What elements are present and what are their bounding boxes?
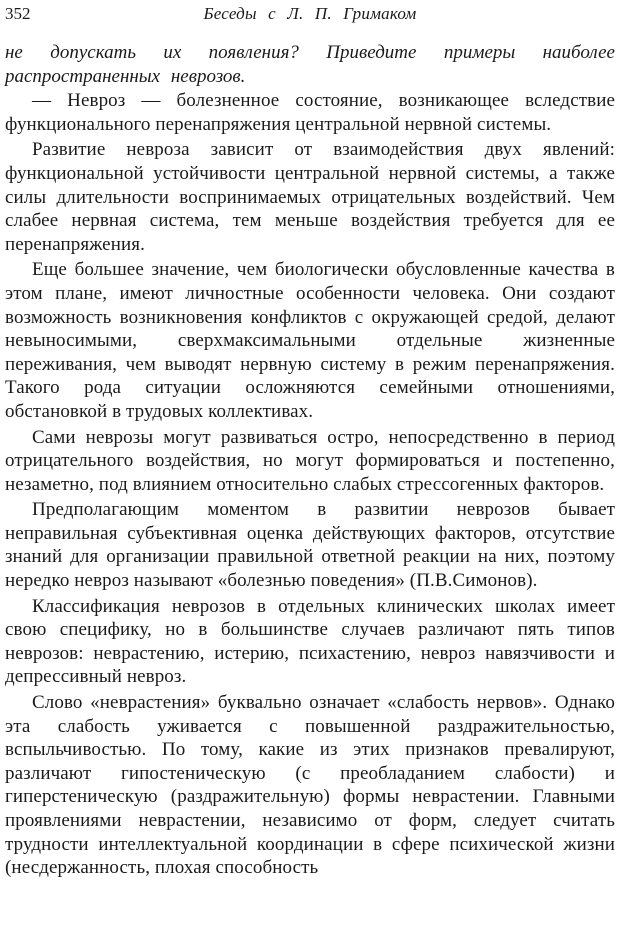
page-body <box>5 41 615 882</box>
paragraph: Слово «неврастения» буквально означает «слабость нервов». Однако эта слабость уживается с повышенной раздражительностью, вспыльчивостью. По тому, какие из этих признаков превалируют, различают гипостеническую (с преобладанием слабости) и гиперстеническую (раздражительную) формы неврастении. Главными проявлениями неврастении, независимо от форм, следует считать трудности интеллектуальной координации в сфере психической жизни (несдержанность, плохая способность <box>5 692 615 879</box>
paragraph: Сами неврозы могут развиваться остро, непосредственно в период отрицательного воздействия, но могут формироваться и постепенно, незаметно, под влиянием относительно слабых стрессогенных факторов. <box>5 426 615 495</box>
paragraph: — Невроз — болезненное состояние, возникающее вследствие функционального перенапряжения центральной нервной системы. <box>5 90 615 135</box>
paragraph: Еще большее значение, чем биологически обусловленные качества в этом плане, имеют личностные особенности человека. Они создают возможность возникновения конфликтов с окружающей средой, делают невыносимыми, сверхмаксимальными отдельные жизненные переживания, чем выводят нервную систему в режим перенапряжения. Такого рода ситуации осложняются семейными отношениями, обстановкой в трудовых коллективах. <box>5 259 615 422</box>
interview-question: не допускать их появления? Приведите примеры наиболее распространенных неврозов. <box>5 42 615 87</box>
running-head: Беседы с Л. П. Гримаком <box>203 4 417 23</box>
paragraph: Предполагающим моментом в развитии неврозов бывает неправильная субъективная оценка действующих факторов, отсутствие знаний для организации правильной ответной реакции на них, поэтому нередко невроз называют «болезнью поведения» (П.В.Симонов). <box>5 499 615 592</box>
page-number: 352 <box>5 4 31 23</box>
paragraph: Развитие невроза зависит от взаимодействия двух явлений: функциональной устойчивости центральной нервной системы, а также силы длительности воспринимаемых отрицательных воздействий. Чем слабее нервная система, тем меньше воздействия требуется для ее перенапряжения. <box>5 139 615 255</box>
paragraph: Классификация неврозов в отдельных клинических школах имеет свою специфику, но в большинстве случаев различают пять типов неврозов: неврастению, истерию, психастению, невроз навязчивости и депрессивный невроз. <box>5 595 615 688</box>
page-header <box>5 2 615 26</box>
